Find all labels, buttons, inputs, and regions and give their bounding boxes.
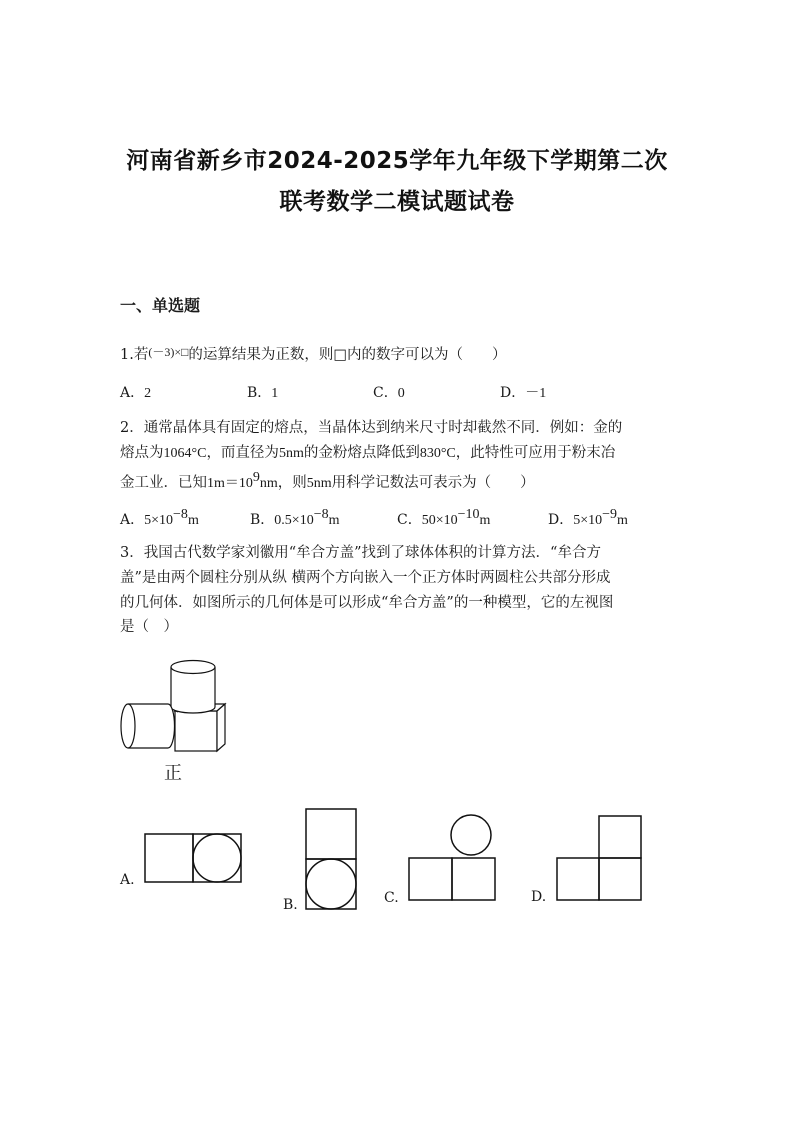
question-1-stem — [120, 342, 507, 365]
question-2-option-d[interactable]: D．$5\times 10^{-9}m$ — [548, 507, 628, 528]
question-1-pre: 若 — [133, 347, 149, 363]
question-3-option-d-label[interactable]: D. — [531, 889, 547, 905]
title-line-2: 联考数学二模试题试卷 — [279, 189, 515, 215]
question-1-post: 的运算结果为正数，则□内的数字可以为（ ） — [188, 347, 507, 363]
question-1-number: 1. — [120, 347, 134, 363]
question-3-option-a-label[interactable]: A. — [120, 872, 135, 888]
question-2-option-a[interactable]: A．$5\times 10^{-8}m$ — [120, 507, 199, 528]
question-2-option-c[interactable]: C．$50\times 10^{-10}m$ — [397, 507, 491, 528]
question-3-line-3: 的几何体．如图所示的几何体是可以形成“牟合方盖”的一种模型，它的左视图 — [120, 595, 614, 611]
question-2-option-b[interactable]: B．$0.5\times 10^{-8}m$ — [250, 507, 340, 528]
question-1-option-c[interactable]: C．0 — [373, 385, 405, 401]
question-3-option-c-label[interactable]: C. — [384, 890, 399, 906]
question-1-option-d[interactable]: D．－1 — [500, 385, 547, 401]
question-3-option-a-figure[interactable] — [143, 832, 243, 884]
figure-front-label: 正 — [164, 763, 182, 784]
geometry-model-figure — [118, 655, 228, 765]
question-3-option-b-figure[interactable] — [304, 807, 360, 911]
title-line-1: 河南省新乡市2024-2025学年九年级下学期第二次 — [126, 148, 668, 174]
question-2-line-2: 熔点为1064°C，而直径为5nm的金粉熔点降低到830°C，此特性可应用于粉末冶 — [120, 445, 616, 461]
question-3-line-2: 盖”是由两个圆柱分别从纵 横两个方向嵌入一个正方体时两圆柱公共部分形成 — [120, 570, 611, 586]
question-1-option-a[interactable]: A．2 — [120, 385, 152, 401]
question-3-option-b-label[interactable]: B. — [283, 897, 298, 913]
section-heading: 一、单选题 — [120, 296, 201, 315]
question-3-option-c-figure[interactable] — [407, 814, 497, 902]
question-3-line-4: 是（ ） — [120, 619, 178, 635]
question-1-option-b[interactable]: B．1 — [247, 385, 279, 401]
question-1-expression: (－3)×□ — [148, 345, 189, 359]
question-3-option-d-figure[interactable] — [555, 814, 645, 902]
question-3-line-1: 3．我国古代数学家刘徽用“牟合方盖”找到了球体体积的计算方法．“牟合方 — [120, 545, 601, 561]
question-2-line-1: 2．通常晶体具有固定的熔点，当晶体达到纳米尺寸时却截然不同．例如：金的 — [120, 420, 623, 436]
question-2-line-3: 金工业．已知$1m=10^9nm$，则5nm用科学记数法可表示为（ ） — [120, 470, 535, 491]
